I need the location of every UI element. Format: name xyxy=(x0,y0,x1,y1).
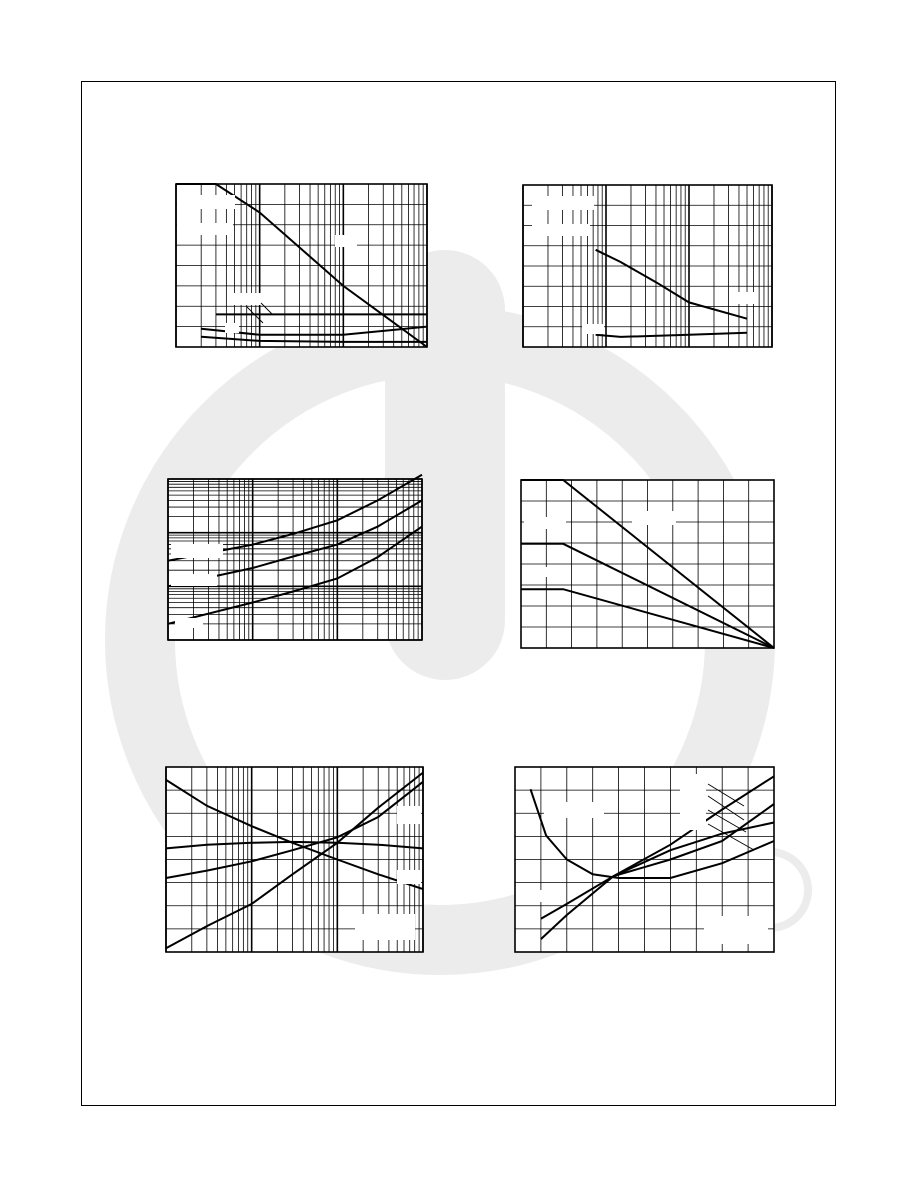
chart-5 xyxy=(165,766,424,953)
label-box xyxy=(397,806,421,824)
label-box xyxy=(335,235,357,247)
label-box xyxy=(632,511,676,525)
label-box xyxy=(231,293,271,305)
label-box xyxy=(177,195,235,209)
label-box xyxy=(532,196,594,210)
chart-6 xyxy=(514,766,775,953)
plot-area xyxy=(168,479,422,640)
chart-3 xyxy=(167,478,423,641)
label-box xyxy=(171,574,217,586)
label-box xyxy=(177,223,233,235)
label-box xyxy=(524,517,566,529)
label-box xyxy=(171,544,223,558)
label-box xyxy=(397,870,421,884)
label-box xyxy=(582,324,604,334)
chart-1 xyxy=(175,183,428,348)
label-box xyxy=(524,567,564,577)
label-box xyxy=(532,224,590,236)
chart-4 xyxy=(520,479,775,649)
label-box xyxy=(524,890,552,902)
label-box xyxy=(175,618,203,628)
label-box xyxy=(544,802,604,818)
label-box xyxy=(355,914,415,940)
label-box xyxy=(680,774,706,830)
label-box xyxy=(730,292,756,304)
label-box xyxy=(225,323,239,333)
label-box xyxy=(704,916,768,944)
chart-2 xyxy=(522,184,773,348)
